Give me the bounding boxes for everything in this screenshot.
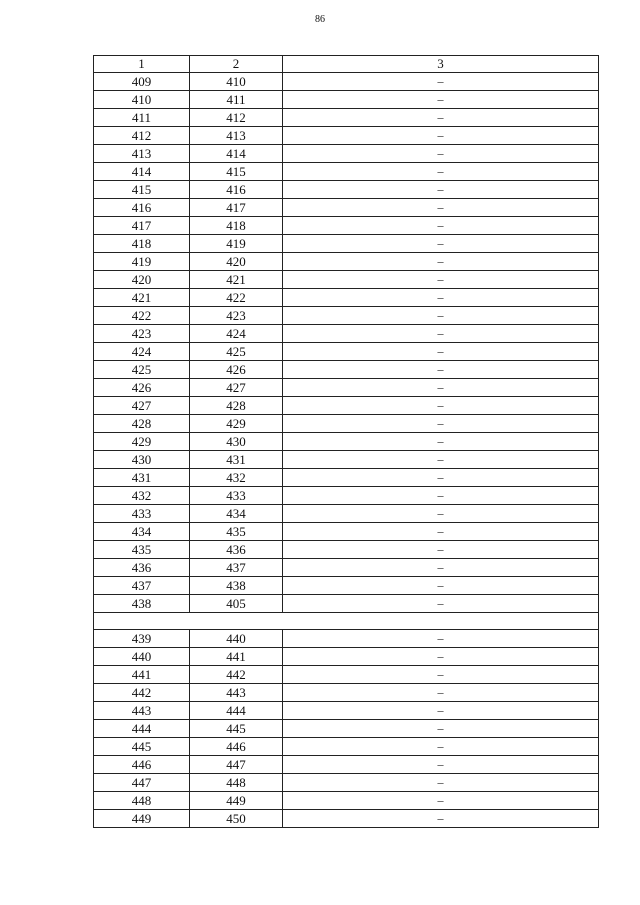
table-cell-col3: –	[283, 810, 599, 828]
table-row	[94, 487, 599, 505]
table-cell-col2: 426	[190, 361, 283, 379]
table-cell-col1: 436	[94, 559, 190, 577]
table-cell-col2: 428	[190, 397, 283, 415]
table-cell-col1: 437	[94, 577, 190, 595]
table-cell-col1: 448	[94, 792, 190, 810]
table-cell-col2: 415	[190, 163, 283, 181]
table-cell-col3: –	[283, 271, 599, 289]
column-header-1: 1	[94, 56, 190, 73]
table-cell-col3: –	[283, 792, 599, 810]
table-row	[94, 469, 599, 487]
table-cell-col1: 418	[94, 235, 190, 253]
table-cell-col1: 435	[94, 541, 190, 559]
table-cell-col2: 441	[190, 648, 283, 666]
table-cell-col1: 409	[94, 73, 190, 91]
table-cell-col1: 424	[94, 343, 190, 361]
table-cell-col1: 427	[94, 397, 190, 415]
table-cell-col1: 413	[94, 145, 190, 163]
table-row	[94, 738, 599, 756]
page-number: 86	[315, 14, 325, 25]
table-cell-col3: –	[283, 559, 599, 577]
table-cell-col2: 418	[190, 217, 283, 235]
table-row	[94, 163, 599, 181]
table-cell-col3: –	[283, 145, 599, 163]
table-cell-col2: 442	[190, 666, 283, 684]
table-cell-col2: 405	[190, 595, 283, 613]
table-body	[94, 73, 599, 828]
table-cell-col3: –	[283, 253, 599, 271]
table-cell-col1: 439	[94, 630, 190, 648]
table-cell-col1: 411	[94, 109, 190, 127]
table-cell-col2: 449	[190, 792, 283, 810]
table-cell-col2: 413	[190, 127, 283, 145]
table-cell-col1: 447	[94, 774, 190, 792]
table-row	[94, 810, 599, 828]
table-row	[94, 145, 599, 163]
table-cell-col3: –	[283, 505, 599, 523]
table-cell-col3: –	[283, 595, 599, 613]
table-cell-col3: –	[283, 415, 599, 433]
table-cell-col1: 445	[94, 738, 190, 756]
table-cell-col3: –	[283, 433, 599, 451]
table-cell-col2: 416	[190, 181, 283, 199]
table-cell-col3: –	[283, 702, 599, 720]
table-cell-col2: 432	[190, 469, 283, 487]
table-cell-col3: –	[283, 720, 599, 738]
table-cell-col1: 410	[94, 91, 190, 109]
table-cell-col3: –	[283, 289, 599, 307]
table-cell-col2: 421	[190, 271, 283, 289]
table-cell-col3: –	[283, 235, 599, 253]
table-cell-col3: –	[283, 648, 599, 666]
table-cell-col1: 416	[94, 199, 190, 217]
table-cell-col2: 414	[190, 145, 283, 163]
table-cell-col3: –	[283, 756, 599, 774]
table-row	[94, 127, 599, 145]
table-cell-col2: 440	[190, 630, 283, 648]
table-cell-col2: 427	[190, 379, 283, 397]
table-cell-col3: –	[283, 217, 599, 235]
table-cell-col3: –	[283, 163, 599, 181]
table-cell-col1: 426	[94, 379, 190, 397]
table-cell-col3: –	[283, 397, 599, 415]
table-row	[94, 325, 599, 343]
table-cell-col2: 417	[190, 199, 283, 217]
table-cell-col1: 438	[94, 595, 190, 613]
table-cell-col2: 425	[190, 343, 283, 361]
table-cell-col3: –	[283, 181, 599, 199]
table-cell-col1: 415	[94, 181, 190, 199]
table-row	[94, 541, 599, 559]
table-separator-cell	[94, 613, 599, 630]
table-cell-col2: 433	[190, 487, 283, 505]
table-cell-col3: –	[283, 343, 599, 361]
column-header-2: 2	[190, 56, 283, 73]
table-cell-col1: 430	[94, 451, 190, 469]
table-row	[94, 630, 599, 648]
table-cell-col1: 434	[94, 523, 190, 541]
table-row	[94, 91, 599, 109]
table-cell-col1: 444	[94, 720, 190, 738]
table-row	[94, 577, 599, 595]
table-row	[94, 235, 599, 253]
table-cell-col2: 444	[190, 702, 283, 720]
table-cell-col3: –	[283, 73, 599, 91]
table-cell-col1: 419	[94, 253, 190, 271]
table-cell-col3: –	[283, 451, 599, 469]
table-cell-col1: 423	[94, 325, 190, 343]
table-cell-col3: –	[283, 666, 599, 684]
table-row	[94, 271, 599, 289]
table-cell-col3: –	[283, 487, 599, 505]
table-separator-row	[94, 613, 599, 630]
table-cell-col1: 440	[94, 648, 190, 666]
table-row	[94, 289, 599, 307]
table-cell-col1: 449	[94, 810, 190, 828]
table-cell-col1: 442	[94, 684, 190, 702]
table-row	[94, 756, 599, 774]
table-cell-col2: 412	[190, 109, 283, 127]
table-cell-col2: 450	[190, 810, 283, 828]
table-cell-col1: 420	[94, 271, 190, 289]
table-cell-col1: 421	[94, 289, 190, 307]
table-row	[94, 648, 599, 666]
table-cell-col1: 414	[94, 163, 190, 181]
table-row	[94, 774, 599, 792]
table-cell-col3: –	[283, 774, 599, 792]
table-row	[94, 666, 599, 684]
table-cell-col3: –	[283, 109, 599, 127]
table-row	[94, 379, 599, 397]
table-cell-col2: 443	[190, 684, 283, 702]
table-cell-col2: 429	[190, 415, 283, 433]
table-row	[94, 109, 599, 127]
table-header-row	[94, 56, 599, 73]
table-cell-col1: 443	[94, 702, 190, 720]
table-row	[94, 307, 599, 325]
data-table	[93, 55, 599, 828]
table-cell-col1: 422	[94, 307, 190, 325]
table-cell-col3: –	[283, 379, 599, 397]
table-cell-col3: –	[283, 469, 599, 487]
table-cell-col2: 410	[190, 73, 283, 91]
table-cell-col2: 435	[190, 523, 283, 541]
table-row	[94, 397, 599, 415]
table-row	[94, 253, 599, 271]
table-row	[94, 559, 599, 577]
table-cell-col3: –	[283, 325, 599, 343]
table-cell-col3: –	[283, 630, 599, 648]
table-cell-col3: –	[283, 127, 599, 145]
table-row	[94, 523, 599, 541]
table-cell-col1: 412	[94, 127, 190, 145]
table-row	[94, 433, 599, 451]
table-cell-col2: 445	[190, 720, 283, 738]
table-cell-col2: 447	[190, 756, 283, 774]
table-cell-col2: 437	[190, 559, 283, 577]
table-row	[94, 415, 599, 433]
table-cell-col2: 434	[190, 505, 283, 523]
table-cell-col2: 436	[190, 541, 283, 559]
table-cell-col1: 431	[94, 469, 190, 487]
table-cell-col2: 448	[190, 774, 283, 792]
table-row	[94, 451, 599, 469]
table-cell-col3: –	[283, 577, 599, 595]
table-cell-col1: 417	[94, 217, 190, 235]
table-row	[94, 217, 599, 235]
table-row	[94, 505, 599, 523]
table-cell-col2: 430	[190, 433, 283, 451]
table-row	[94, 720, 599, 738]
table-cell-col2: 420	[190, 253, 283, 271]
table-row	[94, 343, 599, 361]
table-cell-col1: 446	[94, 756, 190, 774]
table-row	[94, 181, 599, 199]
table-row	[94, 684, 599, 702]
table-cell-col1: 429	[94, 433, 190, 451]
table-cell-col3: –	[283, 307, 599, 325]
column-header-3: 3	[283, 56, 599, 73]
table-cell-col3: –	[283, 91, 599, 109]
table-cell-col1: 428	[94, 415, 190, 433]
table-cell-col3: –	[283, 361, 599, 379]
table-cell-col1: 433	[94, 505, 190, 523]
table-row	[94, 792, 599, 810]
table-cell-col3: –	[283, 738, 599, 756]
table-row	[94, 199, 599, 217]
table-row	[94, 361, 599, 379]
table-cell-col3: –	[283, 523, 599, 541]
table-cell-col2: 431	[190, 451, 283, 469]
table-cell-col3: –	[283, 684, 599, 702]
table-cell-col1: 425	[94, 361, 190, 379]
table-cell-col2: 411	[190, 91, 283, 109]
table-cell-col2: 446	[190, 738, 283, 756]
table-cell-col3: –	[283, 541, 599, 559]
table-cell-col1: 441	[94, 666, 190, 684]
table-row	[94, 595, 599, 613]
table-cell-col2: 438	[190, 577, 283, 595]
table-cell-col2: 423	[190, 307, 283, 325]
table-cell-col3: –	[283, 199, 599, 217]
table-row	[94, 73, 599, 91]
table-cell-col2: 424	[190, 325, 283, 343]
table-row	[94, 702, 599, 720]
table-cell-col1: 432	[94, 487, 190, 505]
table-cell-col2: 422	[190, 289, 283, 307]
table-cell-col2: 419	[190, 235, 283, 253]
